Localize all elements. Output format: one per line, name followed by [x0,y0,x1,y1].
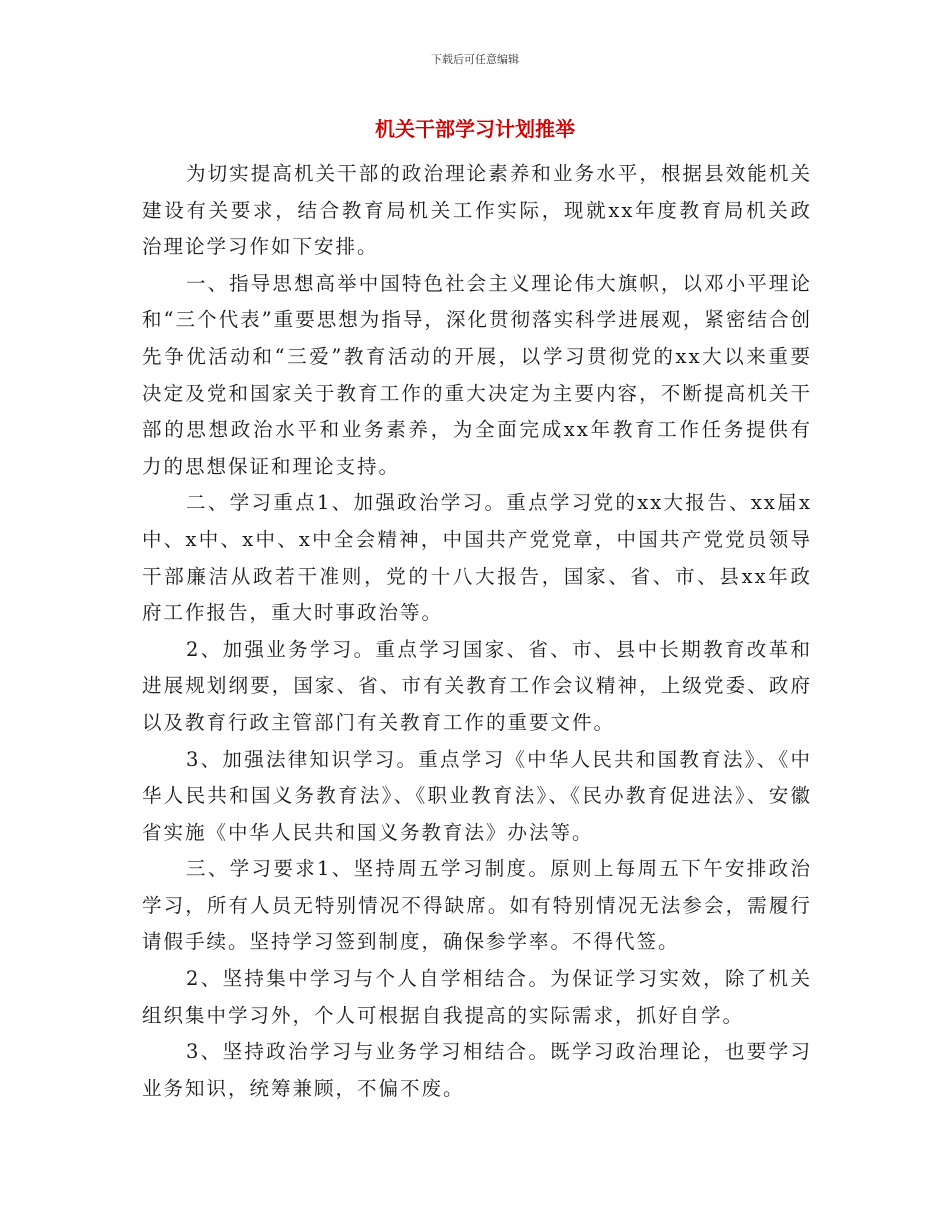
paragraph-study-focus-law: 3、加强法律知识学习。重点学习《中华人民共和国教育法》、《中华人民共和国义务教育法》、《职业教育法》、《民办教育促进法》、安徽省实施《中华人民共和国义务教育法》办法等。 [142,747,812,844]
paragraph-requirements-friday: 三、学习要求1、坚持周五学习制度。原则上每周五下午安排政治学习，所有人员无特别情况不得缺席。如有特别情况无法参会，需履行请假手续。坚持学习签到制度，确保参学率。不得代签。 [142,857,812,954]
document-body [142,156,812,1107]
paragraph-study-focus-political: 二、学习重点1、加强政治学习。重点学习党的xx大报告、xx届x中、x中、x中、x中全会精神，中国共产党党章，中国共产党党员领导干部廉洁从政若干准则，党的十八大报告，国家、省、市、县xx年政府工作报告，重大时事政治等。 [142,491,812,625]
document-title: 机关干部学习计划推举 [375,117,575,141]
paragraph-requirements-collective: 2、坚持集中学习与个人自学相结合。为保证学习实效，除了机关组织集中学习外，个人可根据自我提高的实际需求，抓好自学。 [142,967,812,1027]
page-header-note: 下载后可任意编辑 [431,53,519,66]
paragraph-study-focus-business: 2、加强业务学习。重点学习国家、省、市、县中长期教育改革和进展规划纲要，国家、省、市有关教育工作会议精神，上级党委、政府以及教育行政主管部门有关教育工作的重要文件。 [142,637,812,734]
paragraph-requirements-combined: 3、坚持政治学习与业务学习相结合。既学习政治理论，也要学习业务知识，统筹兼顾，不偏不废。 [142,1040,812,1100]
paragraph-guiding-ideology: 一、指导思想高举中国特色社会主义理论伟大旗帜，以邓小平理论和“三个代表”重要思想为指导，深化贯彻落实科学进展观，紧密结合创先争优活动和“三爱”教育活动的开展，以学习贯彻党的xx大以来重要决定及党和国家关于教育工作的重大决定为主要内容，不断提高机关干部的思想政治水平和业务素养，为全面完成xx年教育工作任务提供有力的思想保证和理论支持。 [142,271,812,478]
paragraph-intro: 为切实提高机关干部的政治理论素养和业务水平，根据县效能机关建设有关要求，结合教育局机关工作实际，现就xx年度教育局机关政治理论学习作如下安排。 [142,162,812,259]
